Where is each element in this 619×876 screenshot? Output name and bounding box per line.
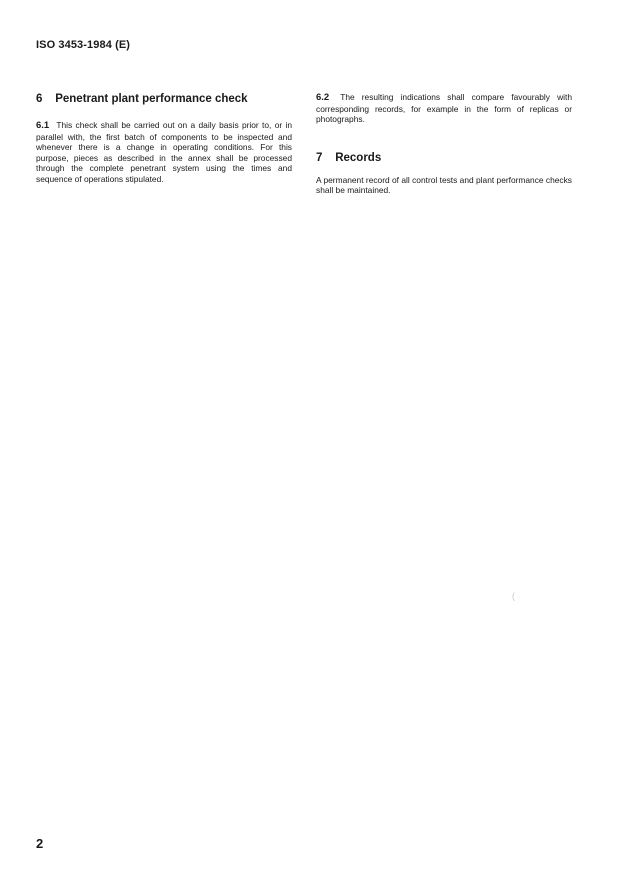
document-header: ISO 3453-1984 (E) — [36, 39, 131, 51]
paragraph-6-1-text: This check shall be carried out on a daily basis prior to, or in parallel with, the first batch of components to be inspected and whenever there is a change in operating conditions. For this purpose, pieces as described in the annex shall be processed through the complete penetrant system using the times and sequence of operations stipulated. — [36, 120, 292, 184]
section-7-number: 7 — [316, 151, 323, 164]
section-7-title: Records — [335, 151, 382, 164]
page-number: 2 — [36, 836, 44, 851]
stray-mark: ( — [512, 591, 515, 601]
paragraph-6-2-number: 6.2 — [316, 92, 330, 103]
paragraph-6-2-text: The resulting indications shall compare favourably with corresponding records, for example in the form of replicas or photographs. — [316, 92, 572, 125]
left-column — [36, 92, 292, 185]
right-column — [316, 92, 572, 196]
section-6-number: 6 — [36, 93, 43, 105]
paragraph-6-1-number: 6.1 — [36, 120, 50, 131]
section-6-heading — [36, 92, 292, 106]
section-7-heading — [316, 151, 572, 165]
records-paragraph: A permanent record of all control tests and plant performance checks shall be maintained. — [316, 174, 572, 196]
paragraph-6-1 — [36, 120, 292, 185]
section-6-title: Penetrant plant performance check — [55, 93, 248, 105]
paragraph-6-2 — [316, 92, 572, 125]
